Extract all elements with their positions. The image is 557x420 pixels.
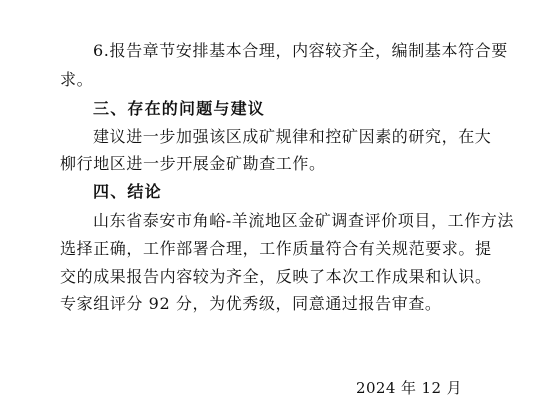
- section3-heading: 三、存在的问题与建议: [93, 99, 266, 118]
- section4-heading: 四、结论: [93, 182, 162, 201]
- section4-text-line1: 山东省泰安市角峪-羊流地区金矿调查评价项目，工作方法: [93, 211, 515, 230]
- section4-text-line2: 选择正确，工作部署合理，工作质量符合有关规范要求。提: [60, 239, 492, 258]
- section4-text-line3: 交的成果报告内容较为齐全，反映了本次工作成果和认识。: [60, 267, 492, 286]
- item6-text-line2: 求。: [60, 70, 94, 89]
- section3-text-line1: 建议进一步加强该区成矿规律和控矿因素的研究，在大: [93, 127, 492, 146]
- item6-text-line1: 6.报告章节安排基本合理，内容较齐全，编制基本符合要: [93, 41, 508, 60]
- document-date: 2024 年 12 月: [356, 379, 462, 397]
- section4-text-line4: 专家组评分 92 分，为优秀级，同意通过报告审查。: [60, 294, 442, 313]
- section3-text-line2: 柳行地区进一步开展金矿勘查工作。: [60, 154, 326, 173]
